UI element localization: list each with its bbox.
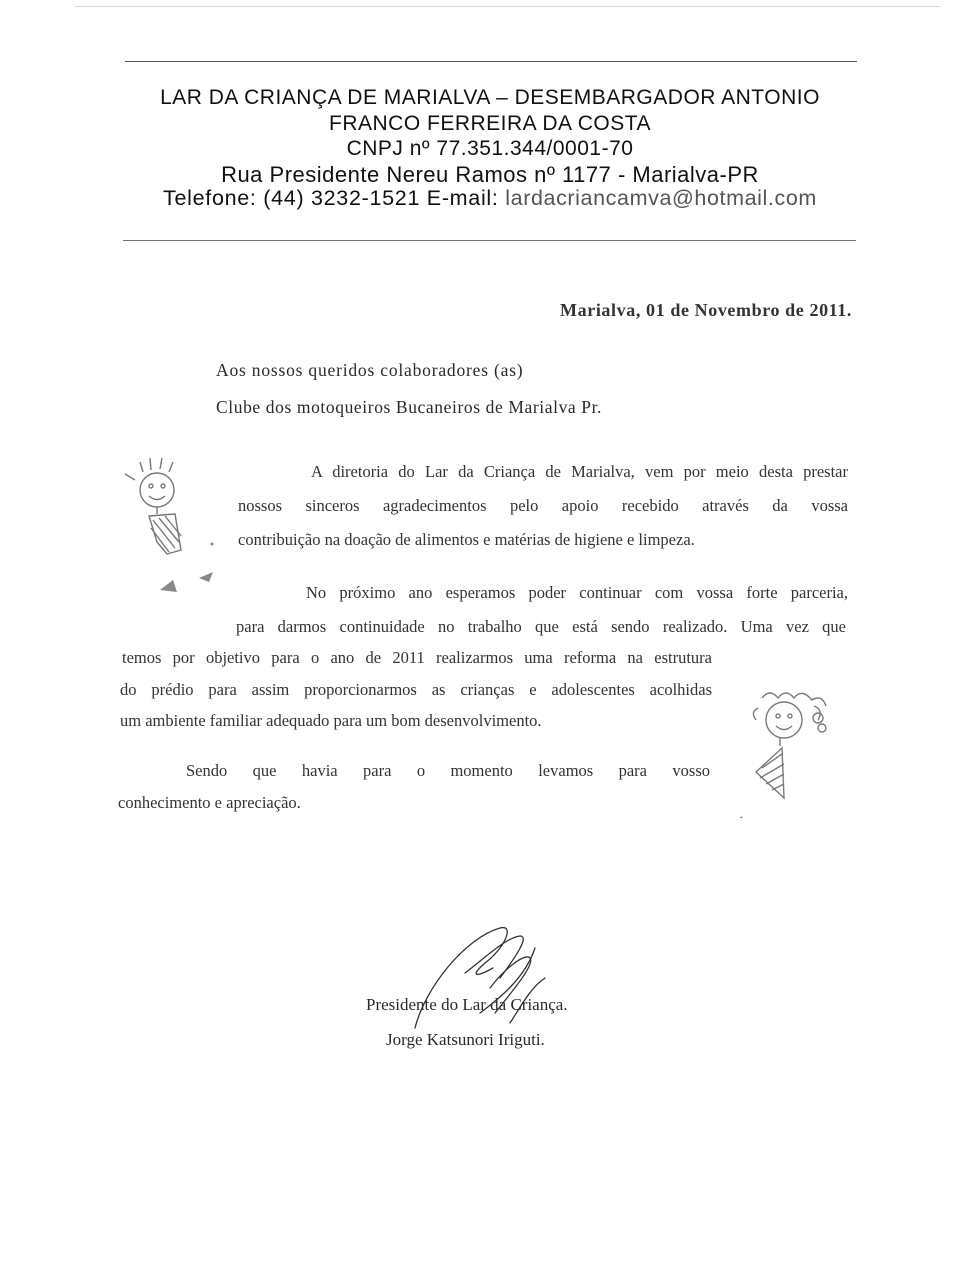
paragraph-2-line: um ambiente familiar adequado para um bom desenvolvimento. <box>120 711 542 730</box>
scan-edge-line <box>75 6 940 7</box>
paragraph-2-line: temos por objetivo para o ano de 2011 realizarmos uma reforma na estrutura <box>122 648 712 667</box>
signature-title: Presidente do Lar da Criança. <box>366 995 568 1014</box>
paragraph-1-line: nossos sinceros agradecimentos pelo apoio recebido através da vossa <box>238 496 848 515</box>
paragraph-2-line: para darmos continuidade no trabalho que está sendo realizado. Uma vez que <box>236 617 846 636</box>
child-drawing-right <box>718 668 848 818</box>
child-drawing-left <box>115 450 235 610</box>
paragraph-3-line: Sendo que havia para o momento levamos para vosso <box>186 761 710 780</box>
paragraph-2-line: do prédio para assim proporcionarmos as crianças e adolescentes acolhidas <box>120 680 712 699</box>
letterhead-contact <box>95 186 885 211</box>
president-signature <box>405 918 555 1043</box>
paragraph-2-line: No próximo ano esperamos poder continuar com vossa forte parceria, <box>306 583 848 602</box>
letterhead-address: Rua Presidente Nereu Ramos nº 1177 - Marialva-PR <box>221 162 759 187</box>
letterhead-org-name: LAR DA CRIANÇA DE MARIALVA – DESEMBARGADOR ANTONIO <box>160 86 820 109</box>
letterhead-phone: Telefone: (44) 3232-1521 E-mail: <box>163 186 499 210</box>
letter-date: Marialva, 01 de Novembro de 2011. <box>560 300 852 320</box>
paragraph-1-line: contribuição na doação de alimentos e matérias de higiene e limpeza. <box>238 530 695 549</box>
paragraph-1-line: A diretoria do Lar da Criança de Marialva, vem por meio desta prestar <box>311 462 848 481</box>
letterhead-org-name-cont: FRANCO FERREIRA DA COSTA <box>329 112 651 135</box>
letterhead-email: lardacriancamva@hotmail.com <box>505 186 817 210</box>
paragraph-3-line: conhecimento e apreciação. <box>118 793 301 812</box>
letterhead-top-rule <box>125 61 857 62</box>
salutation-line-1: Aos nossos queridos colaboradores (as) <box>216 360 524 380</box>
letterhead-bottom-rule <box>123 240 856 241</box>
letterhead-cnpj: CNPJ nº 77.351.344/0001-70 <box>346 137 634 160</box>
salutation-line-2: Clube dos motoqueiros Bucaneiros de Marialva Pr. <box>216 397 603 417</box>
signature-name: Jorge Katsunori Iriguti. <box>386 1030 545 1049</box>
